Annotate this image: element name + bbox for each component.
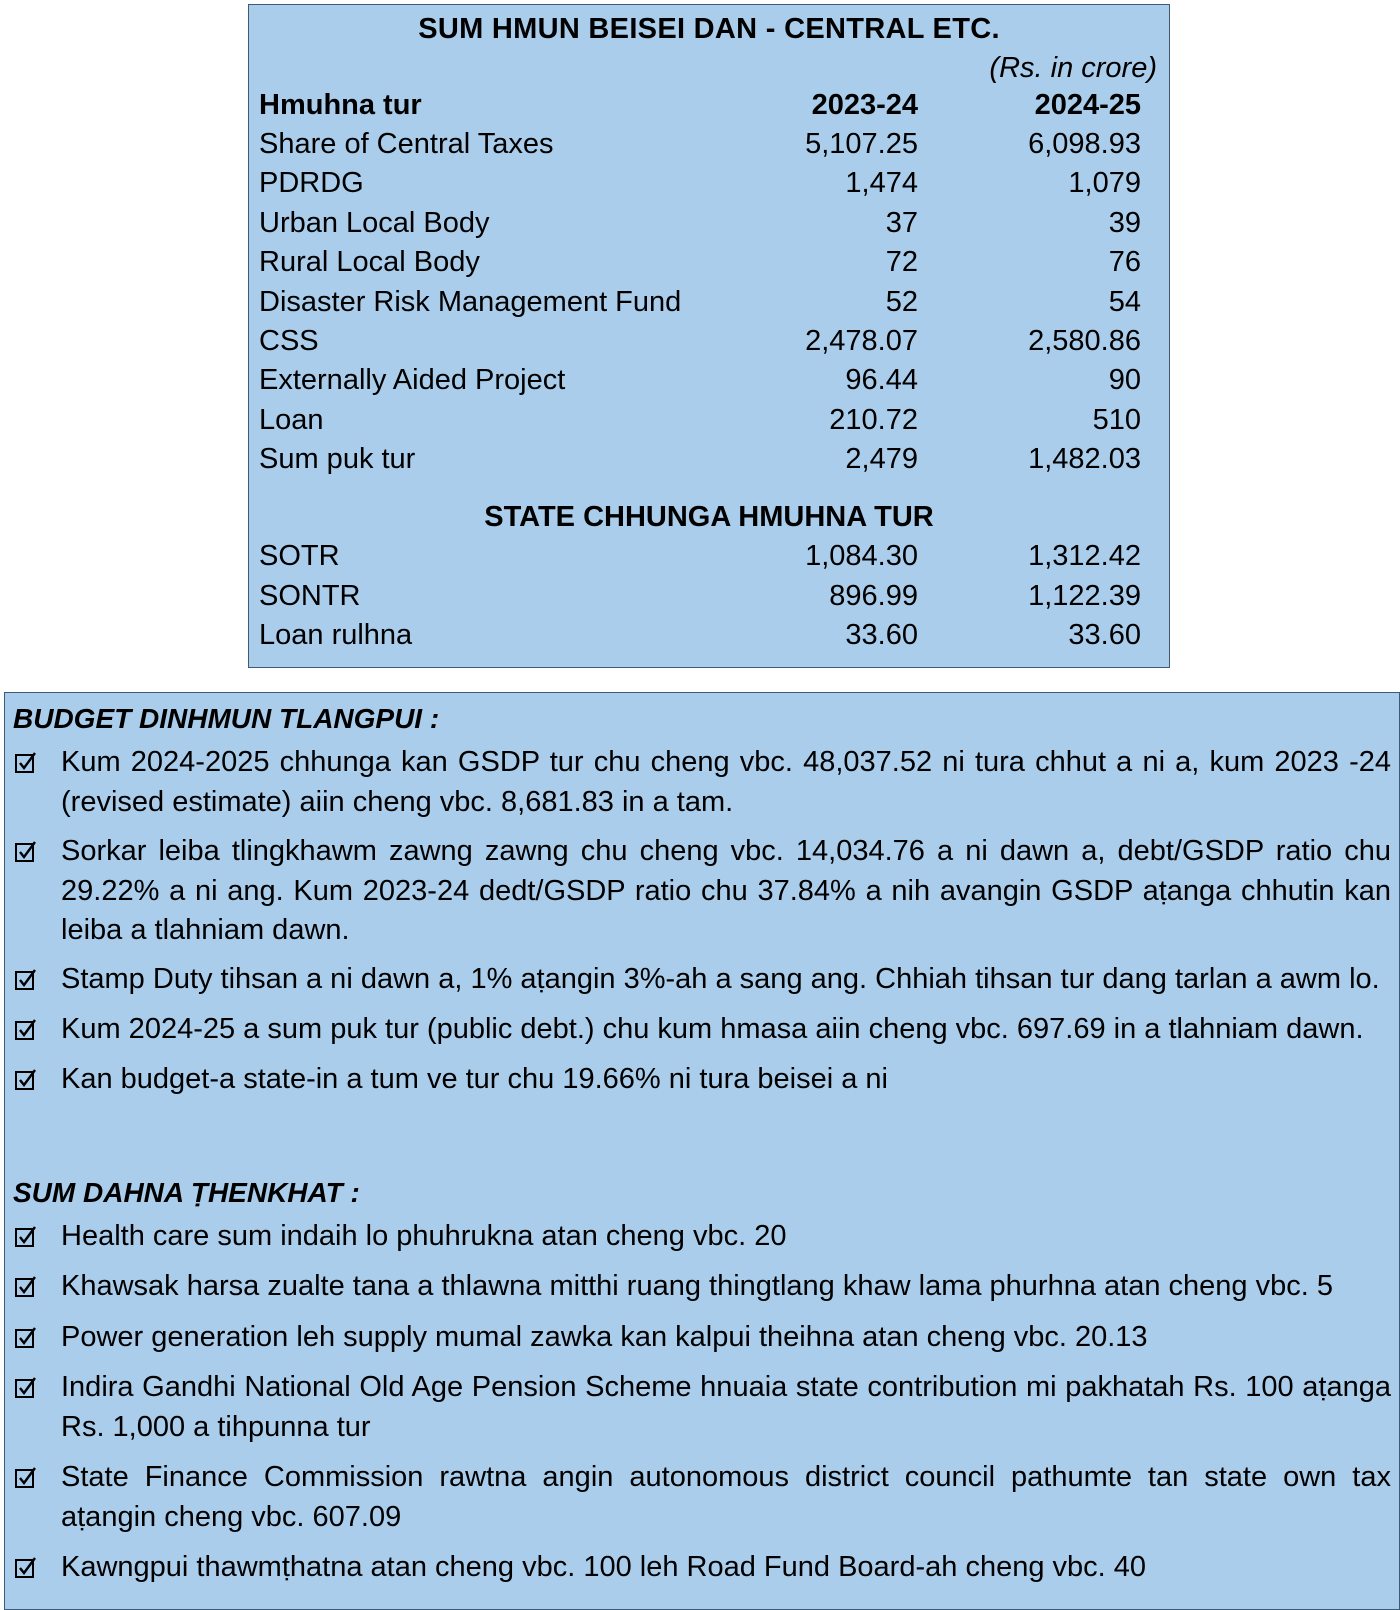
table-row [259, 167, 1151, 205]
checked-box-icon [15, 1019, 37, 1041]
row-value-2023-24: 210.72 [829, 404, 918, 436]
list-item-text: Kawngpui thawmṭhatna atan cheng vbc. 100 leh Road Fund Board-ah cheng vbc. 40 [61, 1551, 1147, 1583]
list-item-text: Sorkar leiba tlingkhawm zawng zawng chu cheng vbc. 14,034.76 a ni dawn a, debt/GSDP ratio chu 29.22% a ni ang. Kum 2023-24 dedt/GSDP ratio chu 37.84% a nih avangin GSDP aṭanga chhutin kan leiba a tlahniam dawn. [61, 835, 1391, 946]
row-value-2024-25: 1,312.42 [1028, 540, 1141, 572]
list-item [13, 1010, 1391, 1050]
checked-box-icon [15, 1467, 37, 1489]
row-value-2024-25: 33.60 [1068, 619, 1141, 651]
list-item [13, 1368, 1391, 1447]
row-value-2024-25: 90 [1108, 364, 1141, 396]
checked-box-icon [15, 969, 37, 991]
list-item [13, 832, 1391, 951]
table-row [259, 207, 1151, 245]
row-value-2024-25: 1,122.39 [1028, 580, 1141, 612]
checked-box-icon [15, 841, 37, 863]
list-item-text: Health care sum indaih lo phuhrukna atan cheng vbc. 20 [61, 1220, 787, 1252]
list-item-text: Indira Gandhi National Old Age Pension Scheme hnuaia state contribution mi pakhatah Rs. 100 aṭanga Rs. 1,000 a tihpunna tur [61, 1371, 1391, 1443]
row-value-2024-25: 76 [1108, 246, 1141, 278]
checked-box-icon [15, 1377, 37, 1399]
revenue-table [248, 4, 1170, 668]
row-value-2023-24: 37 [885, 207, 918, 239]
list-item-text: Kum 2024-2025 chhunga kan GSDP tur chu cheng vbc. 48,037.52 ni tura chhut a ni a, kum 2023 -24 (revised estimate) aiin cheng vbc. 8,681.83 in a tam. [61, 746, 1391, 818]
list-item [13, 1318, 1391, 1358]
row-value-2024-25: 1,482.03 [1028, 443, 1141, 475]
row-label: SOTR [259, 540, 340, 572]
checked-box-icon [15, 1557, 37, 1579]
list-item-text: Kan budget-a state-in a tum ve tur chu 19.66% ni tura beisei a ni [61, 1063, 888, 1095]
row-label: Sum puk tur [259, 443, 416, 475]
list-item-text: Power generation leh supply mumal zawka kan kalpui theihna atan cheng vbc. 20.13 [61, 1321, 1148, 1353]
row-value-2023-24: 2,479 [845, 443, 918, 475]
table-header-row [259, 89, 1151, 127]
row-value-2023-24: 896.99 [829, 580, 918, 612]
list-item [13, 743, 1391, 822]
row-label: CSS [259, 325, 319, 357]
budget-notes-panel [4, 692, 1400, 1610]
column-header-2023-24: 2023-24 [811, 89, 918, 121]
row-value-2023-24: 33.60 [845, 619, 918, 651]
checked-box-icon [15, 1276, 37, 1298]
list-item-text: Stamp Duty tihsan a ni dawn a, 1% aṭangin 3%-ah a sang ang. Chhiah tihsan tur dang tarlan a awm lo. [61, 963, 1380, 995]
row-label: PDRDG [259, 167, 364, 199]
row-label: SONTR [259, 580, 361, 612]
row-value-2024-25: 1,079 [1068, 167, 1141, 199]
list-item [13, 960, 1391, 1000]
row-value-2024-25: 54 [1108, 286, 1141, 318]
checked-box-icon [15, 752, 37, 774]
table-title: SUM HMUN BEISEI DAN - CENTRAL ETC. [418, 13, 1000, 45]
row-value-2024-25: 6,098.93 [1028, 128, 1141, 160]
checked-box-icon [15, 1069, 37, 1091]
column-header-2024-25: 2024-25 [1034, 89, 1141, 121]
table-row [259, 404, 1151, 442]
row-label: Share of Central Taxes [259, 128, 554, 160]
list-item [13, 1217, 1391, 1257]
table-row [259, 246, 1151, 284]
unit-note: (Rs. in crore) [989, 52, 1157, 84]
list-item-text: State Finance Commission rawtna angin autonomous district council pathumte tan state own tax aṭangin cheng vbc. 607.09 [61, 1461, 1391, 1533]
list-item-text: Khawsak harsa zualte tana a thlawna mitthi ruang thingtlang khaw lama phurhna atan cheng vbc. 5 [61, 1270, 1333, 1302]
row-label: Disaster Risk Management Fund [259, 286, 682, 318]
row-label: Loan [259, 404, 324, 436]
table-row [259, 619, 1151, 657]
row-label: Rural Local Body [259, 246, 480, 278]
column-header-item: Hmuhna tur [259, 89, 422, 121]
list-item [13, 1060, 1391, 1100]
row-value-2023-24: 96.44 [845, 364, 918, 396]
table-row [259, 540, 1151, 578]
list-item [13, 1548, 1391, 1588]
row-value-2023-24: 52 [885, 286, 918, 318]
table-row [259, 286, 1151, 324]
checked-box-icon [15, 1327, 37, 1349]
table-row [259, 128, 1151, 166]
table-row [259, 364, 1151, 402]
row-value-2024-25: 2,580.86 [1028, 325, 1141, 357]
checked-box-icon [15, 1226, 37, 1248]
row-label: Loan rulhna [259, 619, 413, 651]
row-label: Urban Local Body [259, 207, 490, 239]
row-value-2023-24: 1,084.30 [805, 540, 918, 572]
list-item [13, 1458, 1391, 1537]
row-value-2023-24: 2,478.07 [805, 325, 918, 357]
table-row [259, 325, 1151, 363]
budget-heading: BUDGET DINHMUN TLANGPUI : [13, 703, 440, 734]
row-value-2023-24: 1,474 [845, 167, 918, 199]
list-item [13, 1267, 1391, 1307]
table-row [259, 580, 1151, 618]
allocation-heading: SUM DAHNA ṬHENKHAT : [13, 1177, 360, 1208]
table-row [259, 443, 1151, 481]
row-label: Externally Aided Project [259, 364, 566, 396]
row-value-2024-25: 39 [1108, 207, 1141, 239]
state-section-title: STATE CHHUNGA HMUHNA TUR [484, 501, 934, 533]
list-item-text: Kum 2024-25 a sum puk tur (public debt.) chu kum hmasa aiin cheng vbc. 697.69 in a tlahniam dawn. [61, 1013, 1364, 1045]
row-value-2024-25: 510 [1092, 404, 1141, 436]
row-value-2023-24: 5,107.25 [805, 128, 918, 160]
row-value-2023-24: 72 [885, 246, 918, 278]
